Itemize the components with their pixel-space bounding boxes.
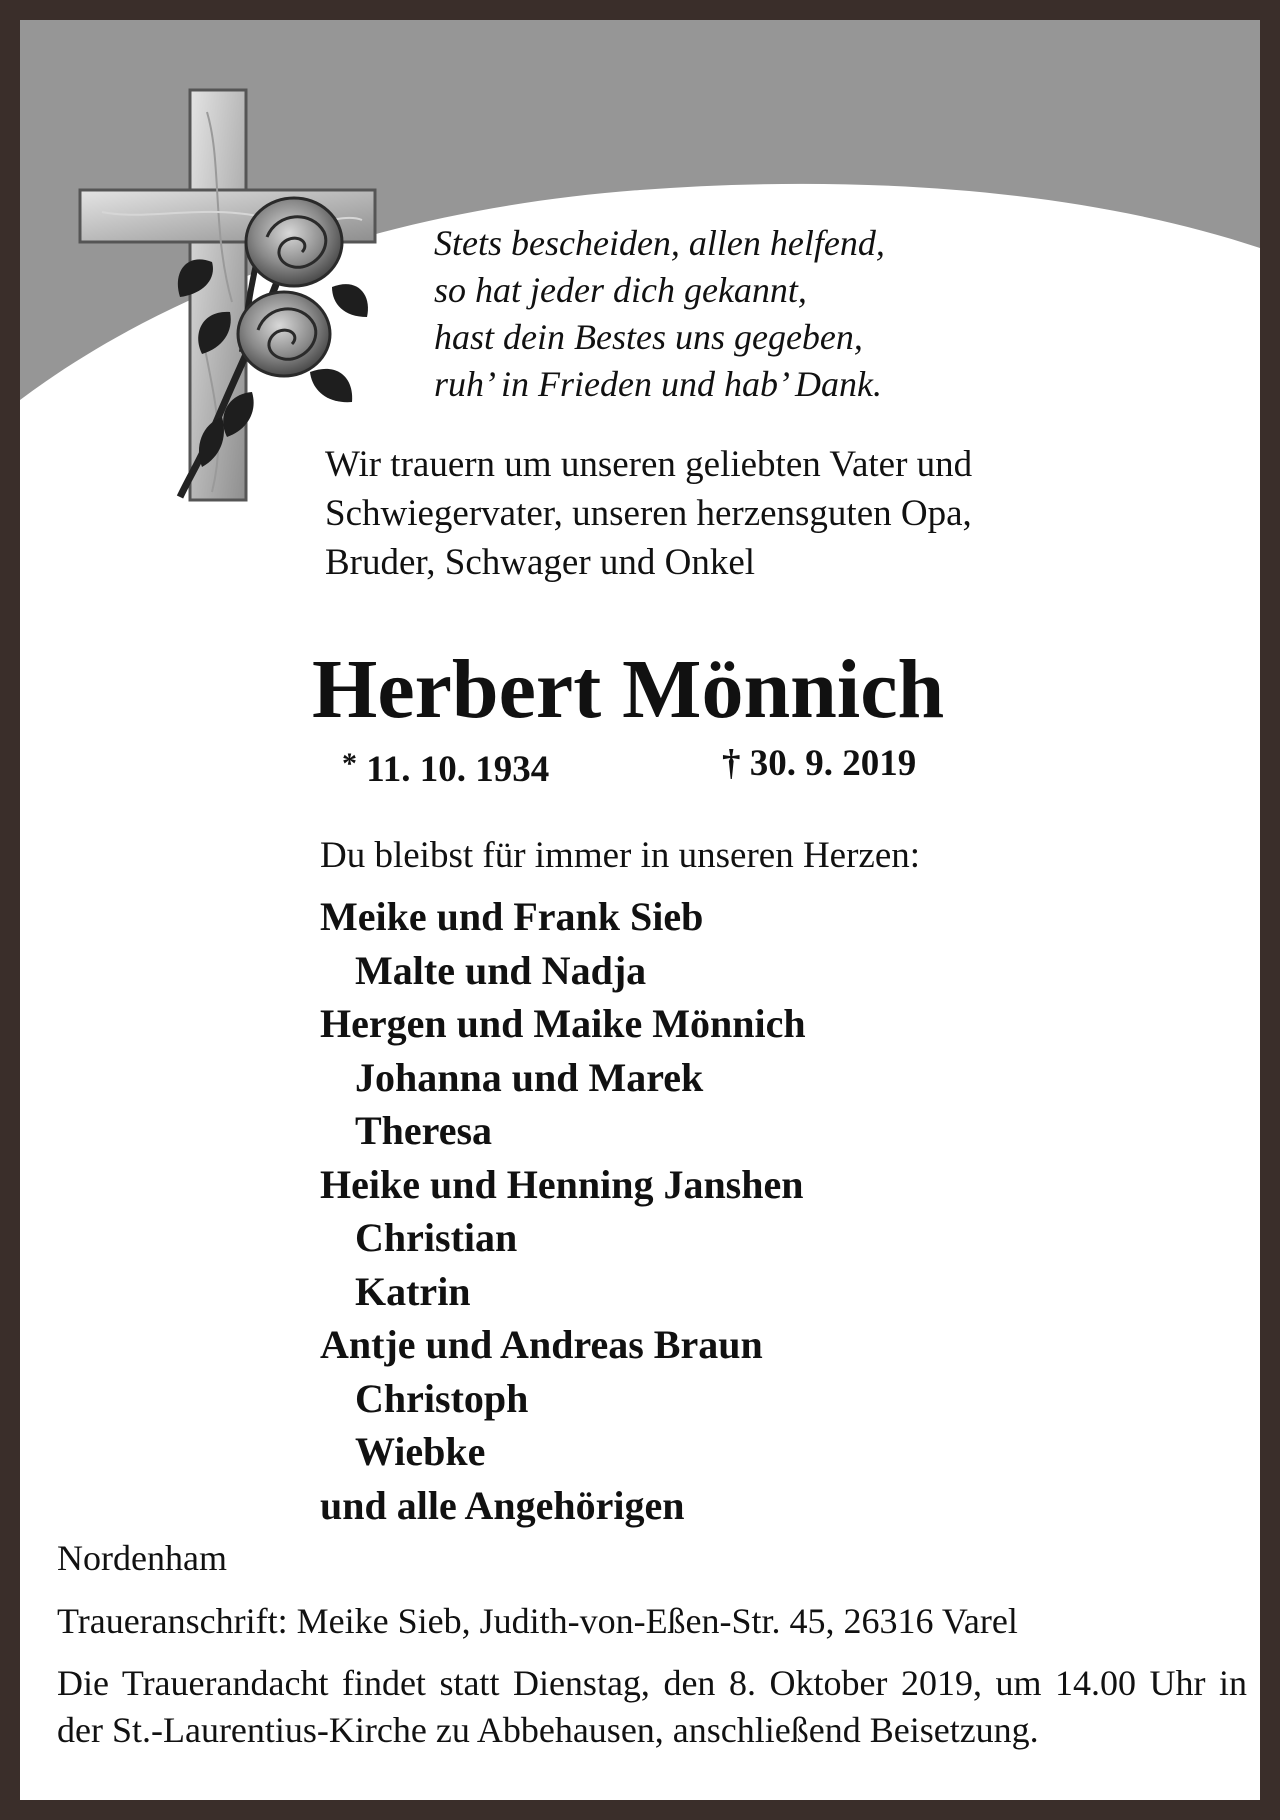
service-details: Die Trauerandacht findet statt Dienstag, den 8. Oktober 2019, um 14.00 Uhr in der St.-Laurentius-Kirche zu Abbehausen, anschließend Beisetzung. [57,1663,1247,1750]
poem-line: Stets bescheiden, allen helfend, [434,223,885,263]
birth-date: 11. 10. 1934 [366,749,550,790]
family-member: Heike und Henning Janshen [320,1161,804,1207]
deceased-name: Herbert Mönnich [312,643,945,736]
family-member: Theresa [355,1108,493,1153]
family-member: und alle Angehörigen [320,1482,685,1528]
family-member: Christian [355,1215,518,1260]
poem-line: hast dein Bestes uns gegeben, [434,317,863,357]
intro-line: Wir trauern um unseren geliebten Vater und [325,444,973,485]
family-member: Hergen und Maike Mönnich [320,1001,806,1046]
death-cross-icon: † [722,743,741,784]
family-member: Christoph [355,1375,529,1421]
remember-line: Du bleibst für immer in unseren Herzen: [320,835,921,876]
intro-line: Bruder, Schwager und Onkel [325,542,756,583]
mourning-statement [325,440,1225,587]
family-member: Antje und Andreas Braun [320,1322,763,1367]
death-date-group [722,740,916,788]
family-member: Johanna und Marek [355,1054,704,1100]
mourning-address: Traueranschrift: Meike Sieb, Judith-von-Eßen-Str. 45, 26316 Varel [57,1601,1018,1641]
family-member: Katrin [355,1268,471,1314]
intro-line: Schwiegervater, unseren herzensguten Opa, [325,493,972,534]
family-member: Meike und Frank Sieb [320,894,704,939]
life-dates [342,740,1242,794]
poem-line: so hat jeder dich gekannt, [434,270,807,310]
place-name: Nordenham [57,1538,227,1578]
poem [434,220,1154,408]
poem-line: ruh’ in Frieden und hab’ Dank. [434,364,882,404]
birth-star-icon: * [342,747,357,780]
family-member: Malte und Nadja [355,947,647,993]
family-list [320,890,1220,1532]
family-member: Wiebke [355,1429,486,1474]
death-date: 30. 9. 2019 [749,743,917,784]
